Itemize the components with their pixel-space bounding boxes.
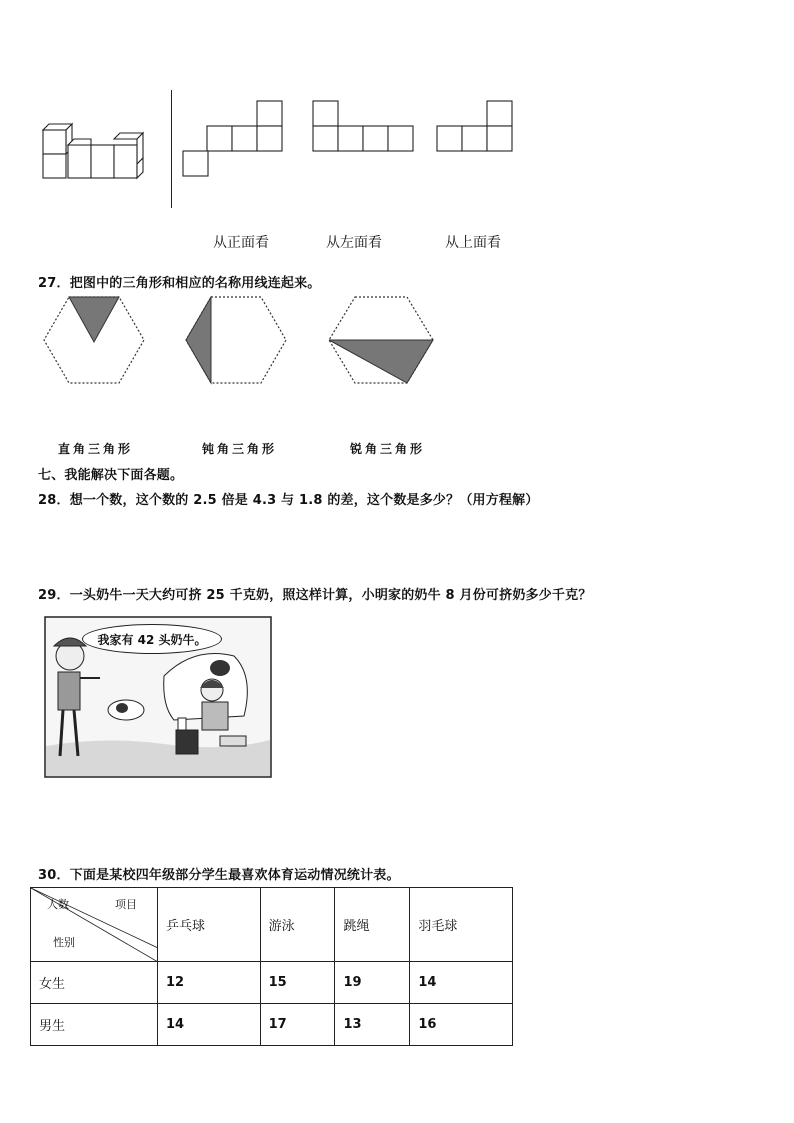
table-cell: 14 — [158, 1004, 261, 1046]
hexagon-acute-triangle — [42, 296, 146, 386]
header-corner-cell — [31, 888, 158, 962]
table-header-row — [31, 888, 513, 962]
table-row — [31, 962, 513, 1004]
question-30: 30．下面是某校四年级部分学生最喜欢体育运动情况统计表。 — [38, 868, 400, 883]
question-28: 28．想一个数，这个数的 2.5 倍是 4.3 与 1.8 的差，这个数是多少？（用方程解） — [38, 493, 539, 508]
table-cell: 16 — [410, 1004, 513, 1046]
corner-people: 人数 — [47, 898, 69, 911]
table-cell: 14 — [410, 962, 513, 1004]
column-header: 游泳 — [260, 888, 335, 962]
table-cell: 15 — [260, 962, 335, 1004]
speech-text: 我家有 42 头奶牛。 — [97, 632, 207, 647]
section-7-heading: 七、我能解决下面各题。 — [38, 468, 184, 483]
front-view-label: 从正面看 — [213, 235, 269, 251]
hexagon-right-triangle — [184, 296, 288, 386]
row-label: 女生 — [31, 962, 158, 1004]
table-cell: 12 — [158, 962, 261, 1004]
hexagon-obtuse-triangle — [326, 296, 436, 386]
sports-statistics-table — [30, 887, 513, 1046]
column-header: 羽毛球 — [410, 888, 513, 962]
table-row — [31, 1004, 513, 1046]
label-obtuse-triangle: 钝角三角形 — [202, 442, 278, 456]
question-29: 29．一头奶牛一天大约可挤 25 千克奶，照这样计算，小明家的奶牛 8 月份可挤奶多少千克？ — [38, 588, 592, 603]
top-view-grid — [436, 100, 514, 154]
left-view-grid — [312, 100, 414, 154]
speech-bubble — [82, 624, 222, 654]
cube-stack-figure — [38, 122, 158, 180]
label-acute-triangle: 锐角三角形 — [350, 442, 426, 456]
column-header: 乒乓球 — [158, 888, 261, 962]
table-cell: 19 — [335, 962, 410, 1004]
divider-line — [171, 90, 172, 208]
label-right-triangle: 直角三角形 — [58, 442, 134, 456]
table-cell: 17 — [260, 1004, 335, 1046]
corner-gender: 性别 — [53, 936, 75, 949]
question-27: 27．把图中的三角形和相应的名称用线连起来。 — [38, 276, 321, 291]
front-view-grid — [182, 100, 284, 178]
row-label: 男生 — [31, 1004, 158, 1046]
left-view-label: 从左面看 — [326, 235, 382, 251]
table-cell: 13 — [335, 1004, 410, 1046]
corner-item: 项目 — [115, 898, 137, 911]
milking-cartoon — [44, 616, 272, 778]
column-header: 跳绳 — [335, 888, 410, 962]
top-view-label: 从上面看 — [445, 235, 501, 251]
